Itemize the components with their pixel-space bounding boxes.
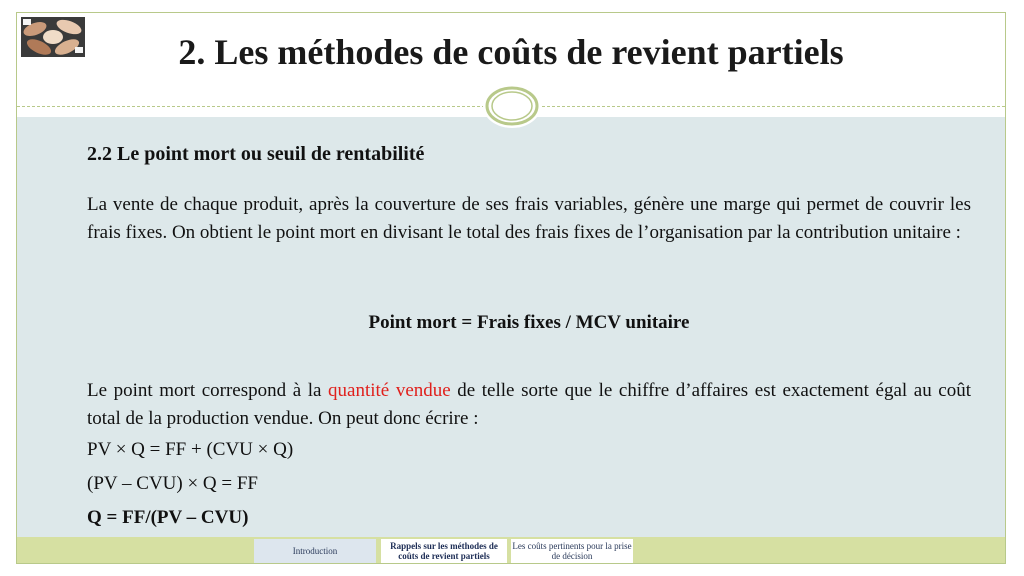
nav-tab-rappels[interactable]: Rappels sur les méthodes de coûts de revient partiels <box>381 539 507 563</box>
highlight-quantite-vendue: quantité vendue <box>328 380 451 401</box>
section-subtitle: 2.2 Le point mort ou seuil de rentabilité <box>87 143 425 165</box>
hands-logo-icon <box>21 17 85 57</box>
slide-frame <box>16 12 1006 564</box>
equation-2: (PV – CVU) × Q = FF <box>87 473 258 494</box>
paragraph-text-start: Le point mort correspond à la <box>87 380 329 401</box>
formula-point-mort: Point mort = Frais fixes / MCV unitaire <box>368 312 690 333</box>
paragraph-quantite <box>87 377 971 433</box>
nav-tab-couts-pertinents[interactable]: Les coûts pertinents pour la prise de décision <box>512 541 632 561</box>
paragraph-text-end: de telle sorte que le chiffre d’affaires est exactement égal au coût total de la production vendue. On peut donc écrire : <box>87 380 971 429</box>
equation-1: PV × Q = FF + (CVU × Q) <box>87 439 294 460</box>
double-ring-icon <box>482 83 542 129</box>
slide-title: 2. Les méthodes de coûts de revient partiels <box>178 32 844 72</box>
slide-content <box>17 117 1005 537</box>
footer-nav-bar <box>17 537 1005 563</box>
nav-tab-introduction[interactable]: Introduction <box>254 539 376 563</box>
paragraph-marge: La vente de chaque produit, après la couverture de ses frais variables, génère une marge qui permet de couvrir les frais fixes. On obtient le point mort en divisant le total des frais fixes de l’organisation par la contribution unitaire : <box>87 194 971 243</box>
equation-3: Q = FF/(PV – CVU) <box>87 507 249 528</box>
